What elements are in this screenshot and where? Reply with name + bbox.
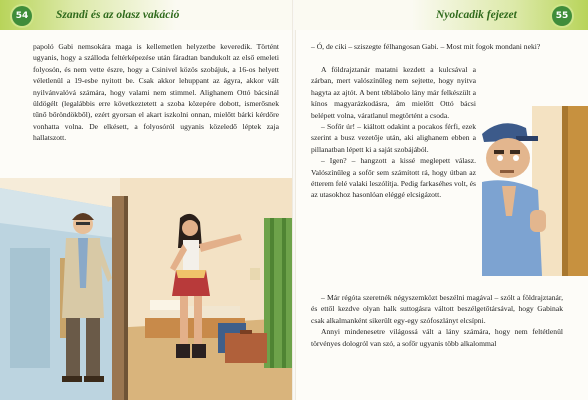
- right-page: [294, 0, 588, 400]
- paragraph: papoló Gabi nemsokára maga is kellemetlen helyzetbe keveredik. Történt ugyanis, hogy a szálloda feltérképezése után fáradtan bandukolt az első emeleti folyosón, és nem vette észre, hogy a Csinivel közös szobájuk, a 16-os helyett véletlenül a 19-esbe nyitott be. Csak akkor lehuppant az ágyra, akkor vált nyilvánvalóvá számára, hogy valami nem stimmel. Alighanem Ottó bácsinál üldögélt (legalábbis erre következtetett a szoba közepére dobott, ismerősnek tűnő bőröndökből), ezért gyorsan el akart iszkolni onnan, mielőtt bárki kérdőre vonhatta volna. De elkésett, a folyosóról ugyanis közeledő léptek zaja hallatszott.: [33, 42, 279, 143]
- right-body-text-column: [311, 64, 476, 201]
- paragraph: – Igen? – hangzott a kissé meglepett válasz. Valószínűleg a sofőr sem számított rá, hogy útban az étterem felé valaki leszólítja. Pedig farkaséhes volt, és az utasokhoz hasonlóan eléggé elcsigázott.: [311, 156, 476, 200]
- right-body-text-top: [311, 41, 563, 52]
- bus-driver-drawing: [482, 106, 588, 276]
- left-body-text: [33, 41, 279, 144]
- illustration-bus-driver: [482, 106, 588, 276]
- paragraph: – Ó, de ciki – sziszegte félhangosan Gabi. – Most mit fogok mondani neki?: [311, 42, 541, 51]
- paragraph: Annyi mindenesetre világossá vált a lány számára, hogy nem feltétlenül törvényes dologról van szó, a sofőr ugyanis több alkalommal: [311, 327, 563, 348]
- hotel-room-drawing: [0, 178, 294, 400]
- page-number-right: 55: [552, 6, 572, 26]
- right-body-text-bottom: [311, 292, 563, 349]
- paragraph: – Sofőr úr! – kiáltott odakint a pocakos férfi, ezek szerint a busz vezetője után, aki alighanem ebben a pillanatban lépett ki a saját szobájából.: [311, 122, 476, 154]
- running-title-left: Szandi és az olasz vakáció: [56, 9, 180, 21]
- illustration-hotel-room: [0, 178, 294, 400]
- paragraph: A földrajztanár matatni kezdett a kulcsával a zárban, mert valószínűleg nem sejtette, hogy nyitva hagyta az ajtót. A bent téblábolo lány már felkészült a kínos magyarázkodásra, ám mielőtt Ottó bácsi belépett volna, váratlanul megtörtént a csoda.: [311, 65, 476, 120]
- paragraph: – Már régóta szeretnék négyszemközt beszélni magával – szólt a földrajztanár, és ettől kezdve olyan halk suttogásra váltott beszélgetőtársával, hogy Gabinak csak alkalmanként sikerült egy-egy szófoszlányt elcsípni.: [311, 293, 563, 325]
- page-number-left: 54: [12, 6, 32, 26]
- running-title-right: Nyolcadik fejezet: [436, 9, 517, 21]
